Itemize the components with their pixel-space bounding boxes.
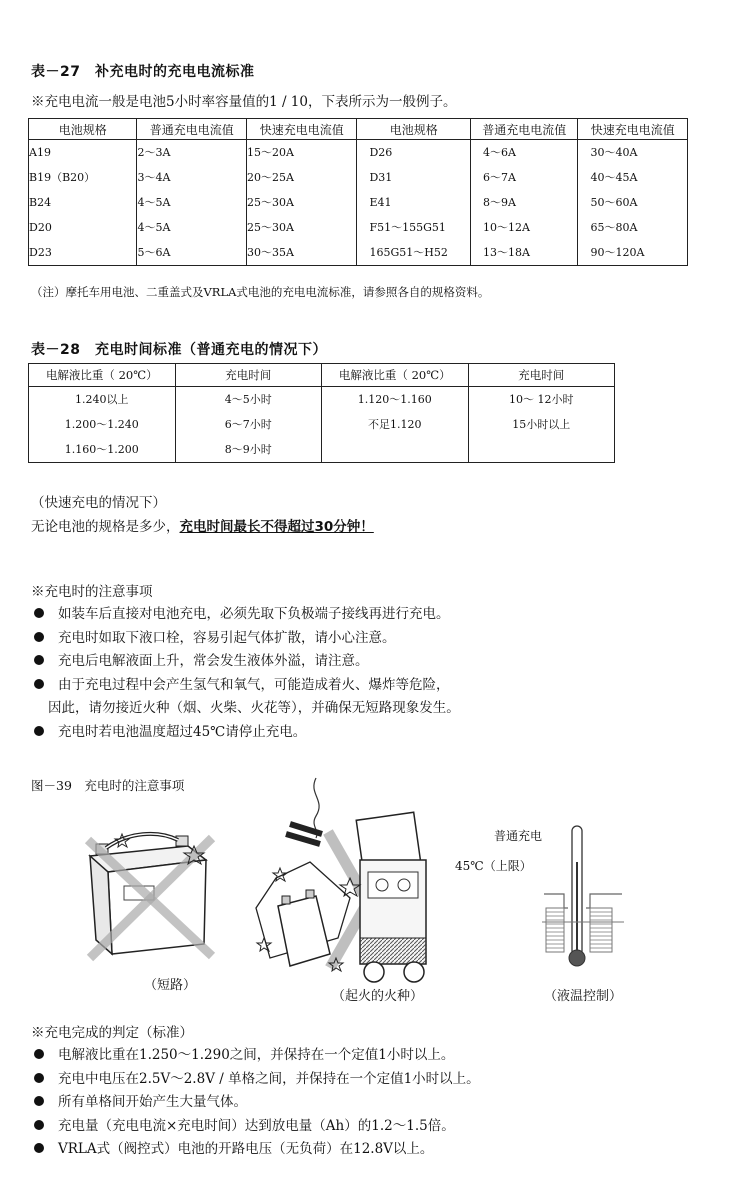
cell: D31 [369, 171, 393, 184]
cell: 165G51～H52 [369, 246, 448, 259]
list-item [28, 603, 718, 627]
header-cell: 充电时间 [468, 364, 614, 387]
cell: 15小时以上 [512, 418, 571, 431]
charging-time-table [28, 363, 615, 463]
time-column-2 [468, 387, 614, 463]
list-item-text: 充电后电解液面上升，常会发生液体外溢，请注意。 [58, 653, 369, 669]
cell: 65～80A [590, 221, 638, 234]
cell: 2～3A [137, 146, 171, 159]
cell: 15～20A [246, 146, 294, 159]
cell: 4～5A [137, 196, 171, 209]
list-item [28, 721, 718, 745]
fast-current-column-1 [246, 140, 357, 266]
cell: 20～25A [246, 171, 294, 184]
bullet-icon [34, 1049, 44, 1059]
cell: 90～120A [590, 246, 645, 259]
list-item-text: 电解液比重在1.250～1.290之间，并保持在一个定值1小时以上。 [58, 1047, 455, 1063]
header-cell: 快速充电电流值 [246, 119, 357, 140]
cell: D23 [29, 246, 52, 259]
short-circuit-illustration [78, 826, 218, 966]
cell: B19（B20） [29, 171, 96, 184]
table-header-row [29, 119, 688, 140]
bullet-icon [34, 655, 44, 665]
list-item [28, 1115, 718, 1139]
cell: 25～30A [246, 221, 294, 234]
fast-charge-warning: 充电时间最长不得超过30分钟！ [179, 519, 374, 535]
gravity-column-2 [321, 387, 468, 463]
cell: 4～5小时 [224, 393, 272, 406]
list-item-text: 如装车后直接对电池充电，必须先取下负极端子接线再进行充电。 [58, 606, 450, 622]
normal-current-column-1 [137, 140, 246, 266]
cell: 6～7A [482, 171, 516, 184]
list-item [28, 1138, 718, 1162]
bullet-icon [34, 726, 44, 736]
fast-charge-heading: （快速充电的情况下） [31, 495, 166, 511]
cell: E41 [369, 196, 392, 209]
bullet-icon [34, 1120, 44, 1130]
list-item-text: 充电中电压在2.5V～2.8V / 单格之间，并保持在一个定值1小时以上。 [58, 1070, 480, 1087]
cell: 50～60A [590, 196, 638, 209]
cell: 25～30A [246, 196, 294, 209]
cell: 6～7小时 [224, 418, 272, 431]
fast-current-column-2 [578, 140, 688, 266]
precautions-heading: ※充电时的注意事项 [31, 584, 153, 600]
table28-title: 表－28 充电时间标准（普通充电的情况下） [31, 342, 327, 358]
bullet-icon [34, 1073, 44, 1083]
spec-column-1 [29, 140, 137, 266]
cell: 5～6A [137, 246, 171, 259]
header-cell: 电池规格 [357, 119, 471, 140]
list-item [28, 650, 718, 674]
cell: 4～5A [137, 221, 171, 234]
list-item-text: 所有单格间开始产生大量气体。 [58, 1094, 247, 1110]
table27-note: ※充电电流一般是电池5小时率容量值的1 / 10，下表所示为一般例子。 [31, 94, 457, 110]
list-item [28, 1044, 718, 1068]
cell: 不足1.120 [368, 418, 422, 431]
time-column-1 [175, 387, 321, 463]
table27-footnote: （注）摩托车用电池、二重盖式及VRLA式电池的充电电流标准，请参照各自的规格资料。 [31, 285, 490, 299]
list-item [28, 1091, 718, 1115]
table-body-row [29, 387, 615, 463]
label-temperature-limit: 45℃（上限） [455, 859, 532, 873]
caption-fire-source: （起火的火种） [332, 989, 424, 1004]
header-cell: 普通充电电流值 [470, 119, 577, 140]
cell: A19 [29, 146, 51, 159]
cell: 30～40A [590, 146, 638, 159]
cell: B24 [29, 196, 52, 209]
cell: 8～9小时 [224, 443, 272, 456]
header-cell: 充电时间 [175, 364, 321, 387]
gravity-column-1 [29, 387, 176, 463]
thermometer-illustration [538, 822, 628, 972]
bullet-icon [34, 608, 44, 618]
fast-charge-lead: 无论电池的规格是多少， [31, 519, 180, 535]
completion-heading: ※充电完成的判定（标准） [31, 1025, 193, 1041]
header-cell: 电池规格 [29, 119, 137, 140]
list-item-text: 充电时若电池温度超过45℃请停止充电。 [58, 723, 307, 740]
cell: 10～ 12小时 [509, 393, 574, 406]
cell: 30～35A [246, 246, 294, 259]
cell: 1.120～1.160 [357, 393, 432, 406]
caption-temperature-control: （液温控制） [544, 989, 623, 1004]
list-item-text: 充电时如取下液口栓，容易引起气体扩散，请小心注意。 [58, 629, 396, 646]
list-item [28, 1068, 718, 1092]
list-item-text: VRLA式（阀控式）电池的开路电压（无负荷）在12.8V以上。 [58, 1141, 434, 1157]
completion-list [28, 1044, 718, 1162]
figure-title: 图－39 充电时的注意事项 [31, 778, 185, 793]
cell: D20 [29, 221, 52, 234]
charging-current-table [28, 118, 688, 266]
bullet-icon [34, 1143, 44, 1153]
label-normal-charge: 普通充电 [494, 829, 543, 843]
precautions-list [28, 603, 718, 744]
list-item [28, 627, 718, 651]
table-header-row [29, 364, 615, 387]
table27-title: 表－27 补充电时的充电电流标准 [31, 64, 255, 80]
cell: 1.240以上 [75, 393, 129, 406]
cell: D26 [369, 146, 393, 159]
cell: 13～18A [482, 246, 530, 259]
header-cell: 快速充电电流值 [578, 119, 688, 140]
header-cell: 电解液比重（ 20℃） [321, 364, 468, 387]
spec-column-2 [357, 140, 471, 266]
list-item-continuation: 因此，请勿接近火种（烟、火柴、火花等），并确保无短路现象发生。 [48, 700, 460, 716]
fast-charge-text [31, 515, 374, 535]
header-cell: 普通充电电流值 [137, 119, 246, 140]
cell: 1.200～1.240 [64, 418, 139, 431]
table-body-row [29, 140, 688, 266]
bullet-icon [34, 1096, 44, 1106]
list-item-text: 由于充电过程中会产生氢气和氧气，可能造成着火、爆炸等危险， [58, 676, 450, 693]
bullet-icon [34, 632, 44, 642]
normal-current-column-2 [470, 140, 577, 266]
fire-source-illustration [250, 768, 450, 1000]
cell: F51～155G51 [369, 221, 446, 234]
header-cell: 电解液比重（ 20℃） [29, 364, 176, 387]
cell: 8～9A [482, 196, 516, 209]
list-item [28, 674, 718, 698]
bullet-icon [34, 679, 44, 689]
cell: 3～4A [137, 171, 171, 184]
cell: 40～45A [590, 171, 638, 184]
caption-short-circuit: （短路） [144, 978, 197, 993]
cell: 10～12A [482, 221, 530, 234]
cell: 1.160～1.200 [64, 443, 139, 456]
list-item-text: 充电量（充电电流×充电时间）达到放电量（Ah）的1.2～1.5倍。 [58, 1117, 455, 1134]
cell: 4～6A [482, 146, 516, 159]
